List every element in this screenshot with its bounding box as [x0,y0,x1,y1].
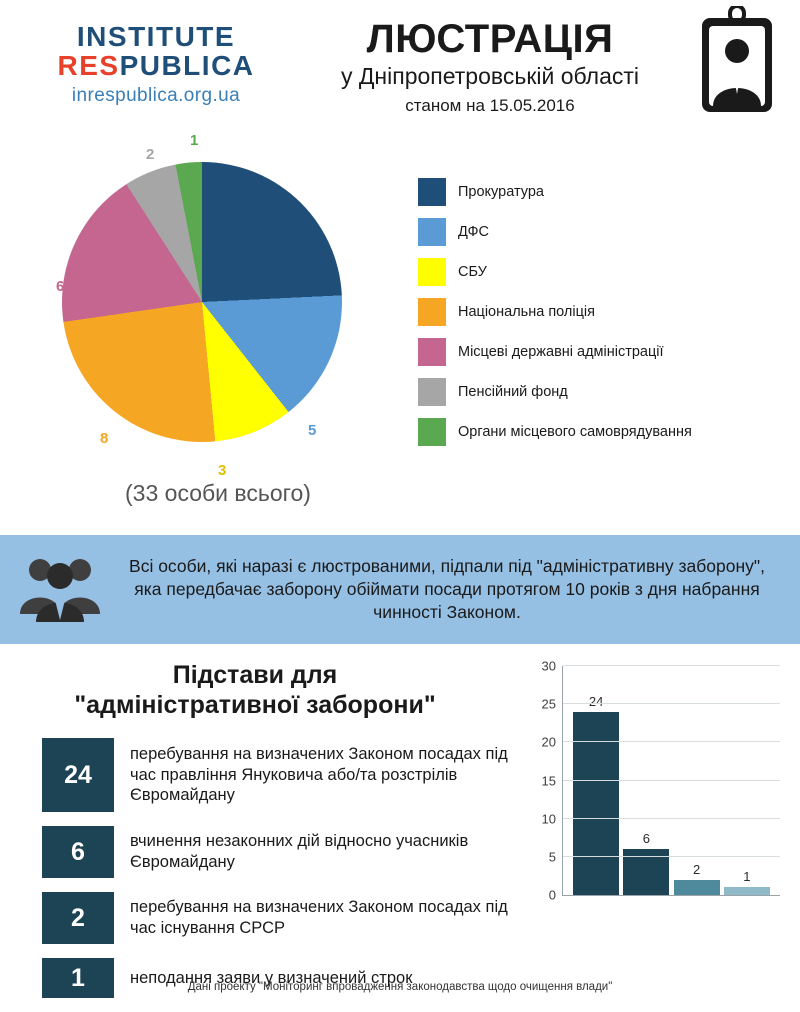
bar [674,880,720,895]
reasons-title-line1: Підстави для [172,661,338,689]
bar-chart-ytick: 15 [541,773,556,788]
bar-chart [516,658,784,926]
bar-chart-gridline [541,811,780,827]
admin-ban-banner [0,532,800,644]
legend-swatch [418,338,446,366]
reasons-title-line2: "адміністративної заборони" [74,691,436,719]
legend-item [418,338,692,366]
reason-text: вчинення незаконних дій відносно учасників Євромайдану [130,832,469,871]
logo-respublica-text [36,51,276,80]
bar-value-label: 2 [693,861,701,877]
bar-chart-bars [571,666,772,895]
bar-value-label: 1 [743,869,751,885]
legend-item [418,258,692,286]
bar-chart-gridline [548,849,780,865]
bar-chart-ytick: 10 [541,811,556,827]
legend-label: Національна поліція [458,304,595,320]
bar-chart-ytick: 20 [541,734,556,750]
legend-swatch [418,258,446,286]
bar-chart-ytick: 30 [541,658,556,674]
bar-chart-ytick: 0 [548,887,556,903]
page-title: ЛЮСТРАЦІЯ [366,17,614,61]
pie-total-label: (33 особи всього) [125,480,311,506]
legend-item [418,218,692,246]
pie-chart-section [0,132,800,530]
legend-label: Пенсійний фонд [458,384,568,400]
id-badge-icon [700,6,774,114]
pie-chart [56,132,362,479]
legend-item [418,378,692,406]
reason-count: 1 [42,958,114,998]
legend-swatch [418,178,446,206]
pie-value-samovryaduvannya: 1 [190,132,199,149]
footer-note: Дані проекту "Моніторинг впровадження законодавства щодо очищення влади" [187,981,613,993]
reason-text: неподання заяви у визначений строк [130,968,413,987]
logo-res-text: RES [57,50,120,82]
pie-value-administracii: 6 [56,278,65,295]
pie-value-policia: 8 [100,430,109,447]
legend-item [418,418,692,446]
legend-swatch [418,378,446,406]
reason-count: 6 [42,826,114,878]
reason-text: перебування на визначених Законом посадах під час правління Януковича або/та розстрілів Євромайдану [130,744,508,805]
header [0,0,800,140]
title-block [290,18,690,116]
reason-count: 24 [42,738,114,812]
reasons-title [30,660,480,720]
list-item [42,826,512,878]
bar-chart-ytick: 5 [548,849,556,865]
banner-text: Всі особи, які наразі є люстрованими, підпали під "адміністративну заборону", яка передбачає заборону обіймати посади протягом 10 років з дня набрання чинності Законом. [129,555,765,623]
logo-institute-text: INSTITUTE [76,21,236,52]
page-subtitle: у Дніпропетровській області [340,63,640,89]
list-item [42,892,512,944]
bar-chart-gridline [541,734,780,750]
logo-url: inrespublica.org.ua [71,84,241,106]
legend-swatch [418,218,446,246]
reason-text: перебування на визначених Законом посадах під час існування СРСР [130,898,508,937]
bar-chart-bar-group [674,666,720,895]
legend-label: Прокуратура [458,184,544,200]
pie-graphic [62,162,342,442]
bar-chart-bar-group [724,666,770,895]
pie-value-prokuratura: 8 [274,238,283,255]
pie-value-sbu: 3 [218,462,227,479]
logo [36,22,276,107]
list-item [42,738,512,812]
bar [724,887,770,895]
reasons-list [42,738,512,1012]
bar-value-label: 24 [588,693,604,709]
legend-swatch [418,418,446,446]
legend-label: СБУ [458,264,487,280]
bar-value-label: 6 [642,831,650,847]
bar-chart-gridline [541,658,780,674]
legend-item [418,298,692,326]
page-date: станом на 15.05.2016 [405,96,575,115]
logo-publica-text: PUBLICA [119,50,255,82]
legend-label: Місцеві державні адміністрації [458,344,664,360]
pie-value-pensijnyj: 2 [146,146,155,163]
legend-label: ДФС [458,224,489,240]
people-group-icon [0,554,120,626]
bar-chart-plot-area [541,658,780,903]
legend-label: Органи місцевого самоврядування [458,424,692,440]
bar [573,712,619,895]
bar-chart-bar-group [573,666,619,895]
legend-swatch [418,298,446,326]
legend-item [418,178,692,206]
reason-count: 2 [42,892,114,944]
bar-chart-gridline [541,773,780,788]
pie-value-dfs: 5 [308,422,317,439]
pie-legend [418,178,692,458]
bar-chart-ytick: 25 [541,696,556,712]
bar-chart-bar-group [623,666,669,895]
